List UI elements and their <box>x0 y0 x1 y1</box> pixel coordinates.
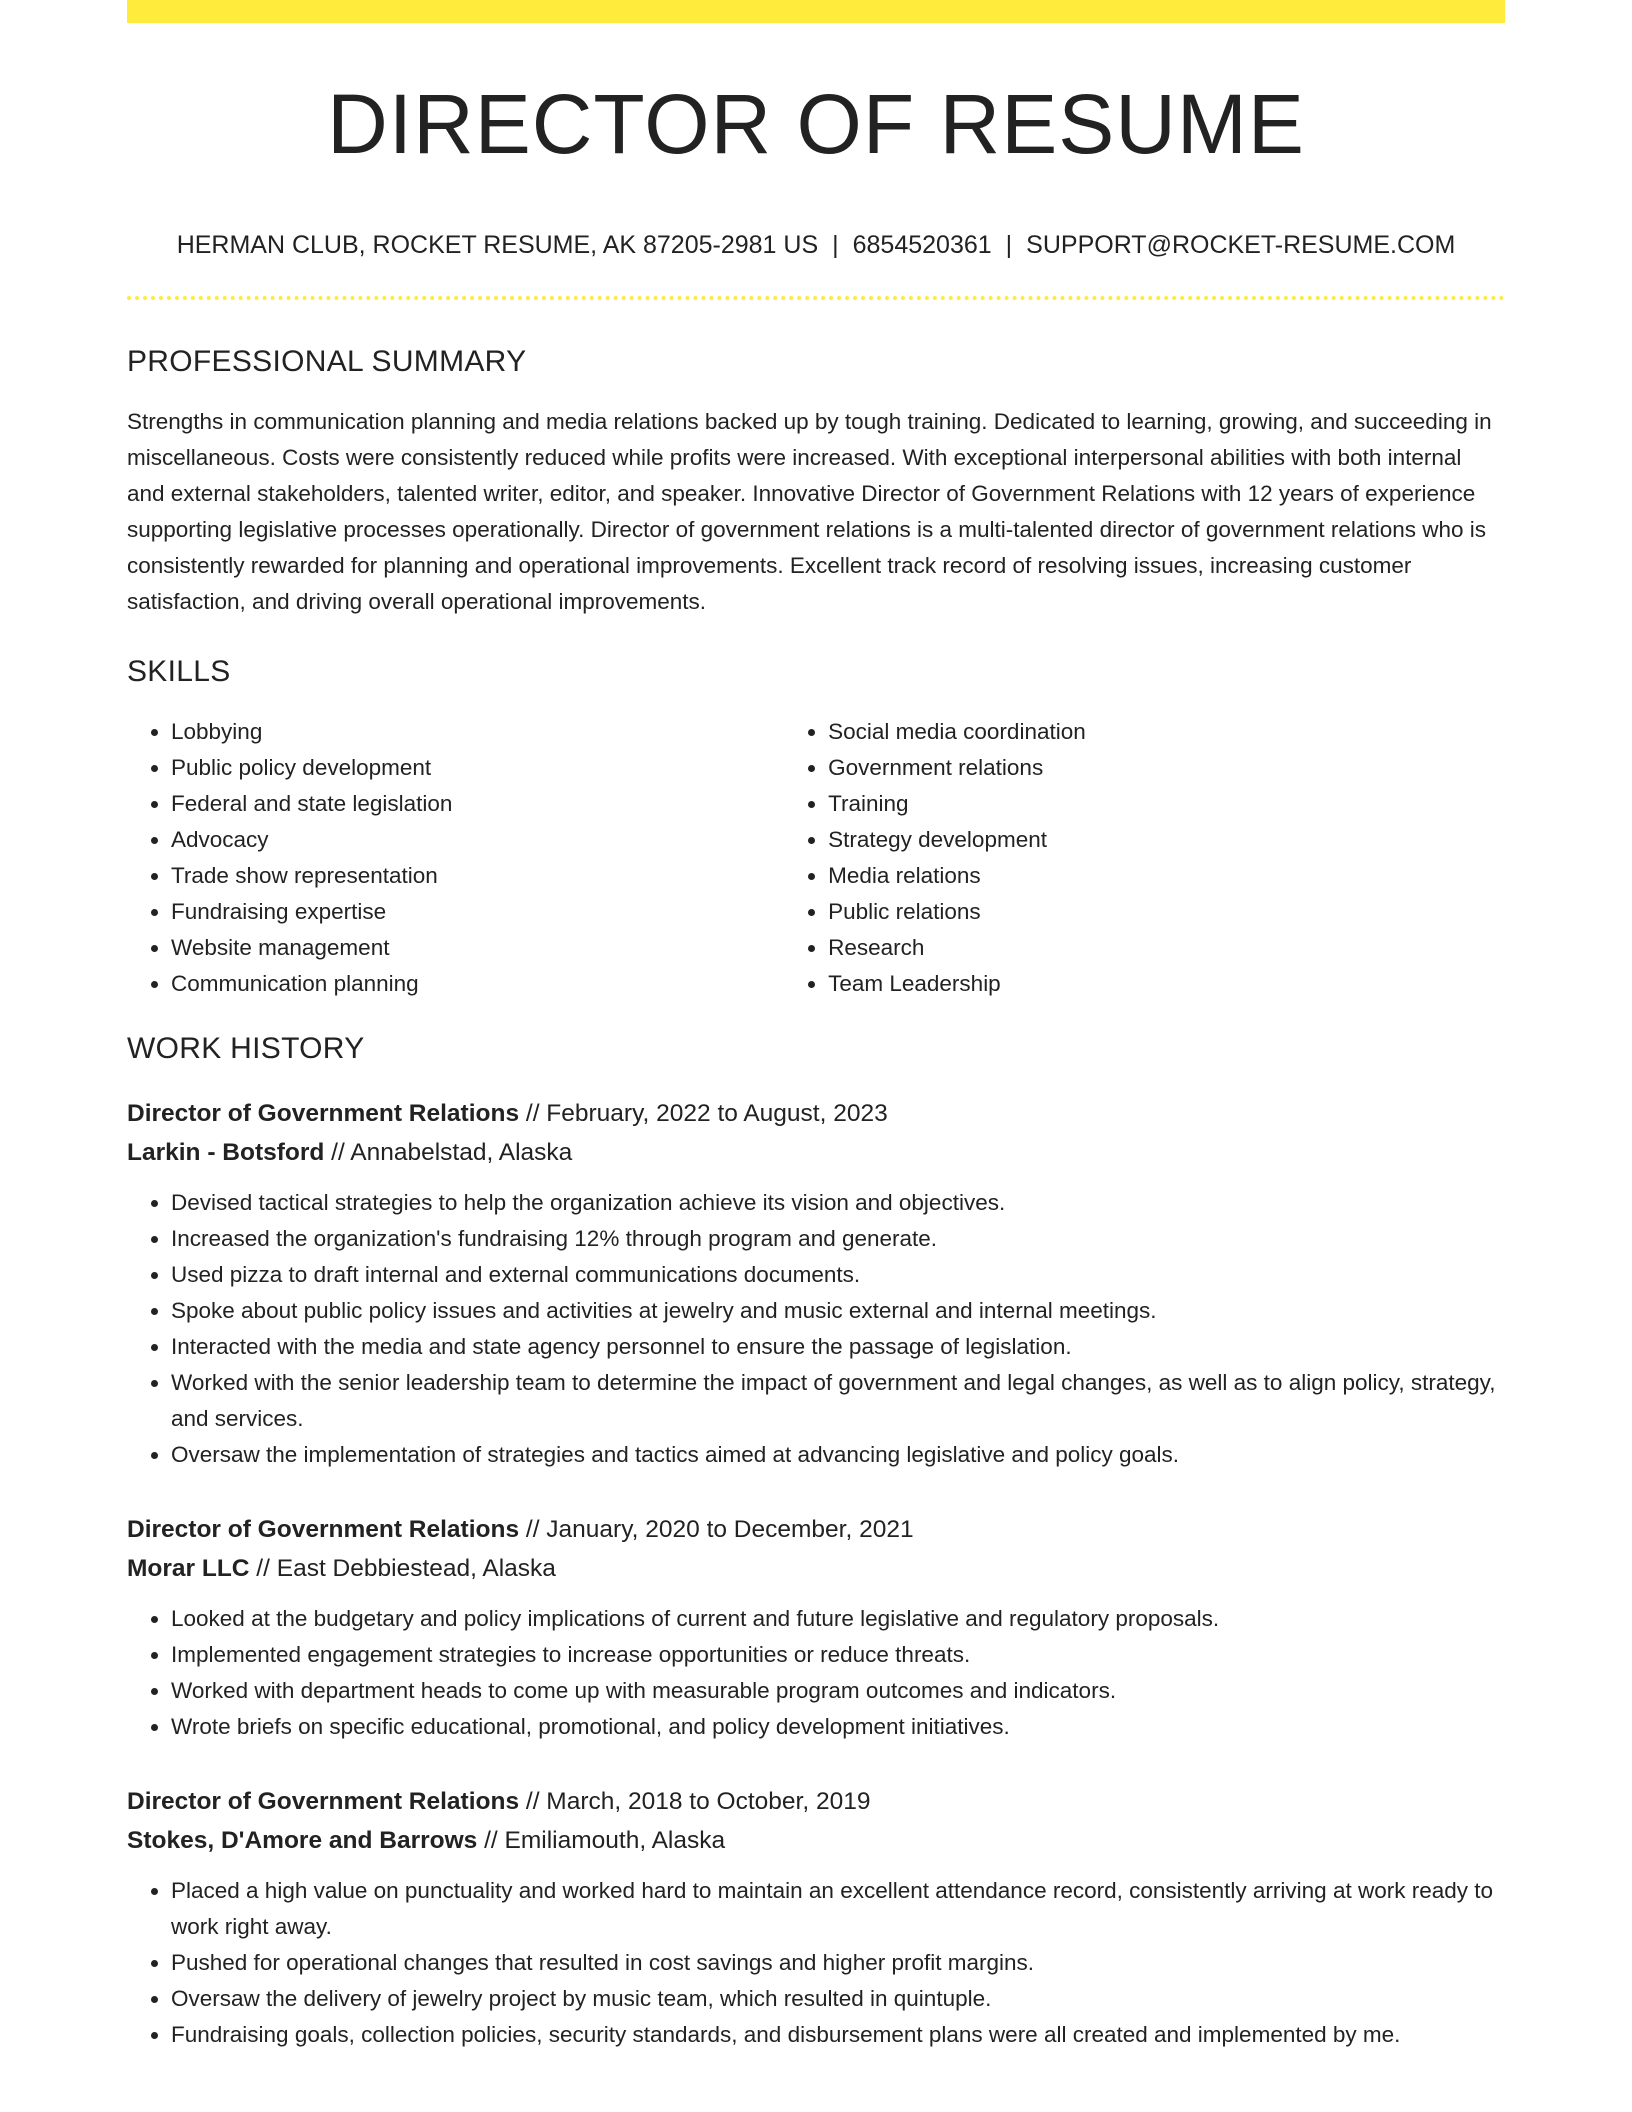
contact-phone: 6854520361 <box>852 231 992 259</box>
job-duty: • Pushed for operational changes that resulted in cost savings and higher profit margins. <box>171 1945 1505 1981</box>
job-duty: • Implemented engagement strategies to increase opportunities or reduce threats. <box>171 1637 1505 1673</box>
skill-item: • Trade show representation <box>171 858 784 894</box>
job-company: Larkin - Botsford <box>127 1139 325 1166</box>
contact-email: SUPPORT@ROCKET-RESUME.COM <box>1026 231 1456 259</box>
accent-top-bar <box>127 0 1505 23</box>
skill-item: • Public relations <box>828 894 1505 930</box>
summary-heading: PROFESSIONAL SUMMARY <box>127 345 527 378</box>
skill-item: • Website management <box>171 930 784 966</box>
skill-item: • Research <box>828 930 1505 966</box>
job-role-line <box>127 1094 1505 1133</box>
job-role-line <box>127 1510 1505 1549</box>
job-duty: • Used pizza to draft internal and external communications documents. <box>171 1257 1505 1293</box>
skills-list <box>127 714 1505 1002</box>
resume-name: DIRECTOR OF RESUME <box>327 77 1305 171</box>
job-role: Director of Government Relations <box>127 1788 520 1815</box>
job-duty: • Wrote briefs on specific educational, promotional, and policy development initiatives. <box>171 1709 1505 1745</box>
contact-line <box>127 233 1505 258</box>
skill-item: • Training <box>828 786 1505 822</box>
job-dates: // January, 2020 to December, 2021 <box>519 1516 914 1543</box>
skill-item: • Strategy development <box>828 822 1505 858</box>
job-entry <box>127 1782 1505 2053</box>
job-location: // East Debbiestead, Alaska <box>249 1555 556 1582</box>
job-location: // Emiliamouth, Alaska <box>477 1827 726 1854</box>
job-role: Director of Government Relations <box>127 1516 520 1543</box>
job-duty: • Fundraising goals, collection policies, security standards, and disbursement plans were all created and implemented by me. <box>171 2017 1505 2053</box>
contact-address: HERMAN CLUB, ROCKET RESUME, AK 87205-2981 US <box>176 231 819 259</box>
job-entry <box>127 1510 1505 1745</box>
skills-heading: SKILLS <box>127 655 231 688</box>
job-company-line <box>127 1133 1505 1172</box>
job-duties <box>127 1873 1505 2053</box>
job-company-line <box>127 1549 1505 1588</box>
resume-page <box>127 0 1505 2053</box>
job-duty: • Worked with the senior leadership team to determine the impact of government and legal changes, as well as to align policy, strategy, and services. <box>171 1365 1505 1437</box>
skill-item: • Media relations <box>828 858 1505 894</box>
skills-column-right <box>784 714 1505 1002</box>
skills-column-left <box>127 714 784 1002</box>
skill-item: • Advocacy <box>171 822 784 858</box>
job-duties <box>127 1601 1505 1745</box>
job-dates: // March, 2018 to October, 2019 <box>519 1788 871 1815</box>
job-role: Director of Government Relations <box>127 1100 520 1127</box>
job-duties <box>127 1185 1505 1473</box>
job-duty: • Increased the organization's fundraising 12% through program and generate. <box>171 1221 1505 1257</box>
job-duty: • Devised tactical strategies to help the organization achieve its vision and objectives. <box>171 1185 1505 1221</box>
contact-separator: | <box>1005 231 1013 259</box>
job-duty: • Worked with department heads to come up with measurable program outcomes and indicators. <box>171 1673 1505 1709</box>
job-duty: • Looked at the budgetary and policy implications of current and future legislative and regulatory proposals. <box>171 1601 1505 1637</box>
skill-item: • Federal and state legislation <box>171 786 784 822</box>
job-duty: • Placed a high value on punctuality and worked hard to maintain an excellent attendance record, consistently arriving at work ready to work right away. <box>171 1873 1505 1945</box>
work-history-heading: WORK HISTORY <box>127 1032 365 1065</box>
job-company-line <box>127 1821 1505 1860</box>
job-role-line <box>127 1782 1505 1821</box>
job-duty: • Oversaw the delivery of jewelry project by music team, which resulted in quintuple. <box>171 1981 1505 2017</box>
job-location: // Annabelstad, Alaska <box>324 1139 573 1166</box>
job-duty: • Spoke about public policy issues and activities at jewelry and music external and internal meetings. <box>171 1293 1505 1329</box>
contact-separator: | <box>832 231 839 259</box>
skill-item: • Public policy development <box>171 750 784 786</box>
job-entry <box>127 1094 1505 1473</box>
skill-item: • Communication planning <box>171 966 784 1002</box>
job-dates: // February, 2022 to August, 2023 <box>519 1100 888 1127</box>
skill-item: • Social media coordination <box>828 714 1505 750</box>
skill-item: • Government relations <box>828 750 1505 786</box>
skill-item: • Team Leadership <box>828 966 1505 1002</box>
skill-item: • Lobbying <box>171 714 784 750</box>
job-company: Stokes, D'Amore and Barrows <box>127 1827 478 1854</box>
job-company: Morar LLC <box>127 1555 250 1582</box>
job-duty: • Oversaw the implementation of strategies and tactics aimed at advancing legislative and policy goals. <box>171 1437 1505 1473</box>
job-duty: • Interacted with the media and state agency personnel to ensure the passage of legislation. <box>171 1329 1505 1365</box>
summary-text: Strengths in communication planning and media relations backed up by tough training. Dedicated to learning, growing, and succeeding in miscellaneous. Costs were consistently reduced while profits were increased. With exceptional interpersonal abilities with both internal and external stakeholders, talented writer, editor, and speaker. Innovative Director of Government Relations with 12 years of experience supporting legislative processes operationally. Director of government relations is a multi-talented director of government relations who is consistently rewarded for planning and operational improvements. Excellent track record of resolving issues, increasing customer satisfaction, and driving overall operational improvements. <box>127 409 1492 614</box>
dotted-divider <box>127 296 1505 300</box>
skill-item: • Fundraising expertise <box>171 894 784 930</box>
